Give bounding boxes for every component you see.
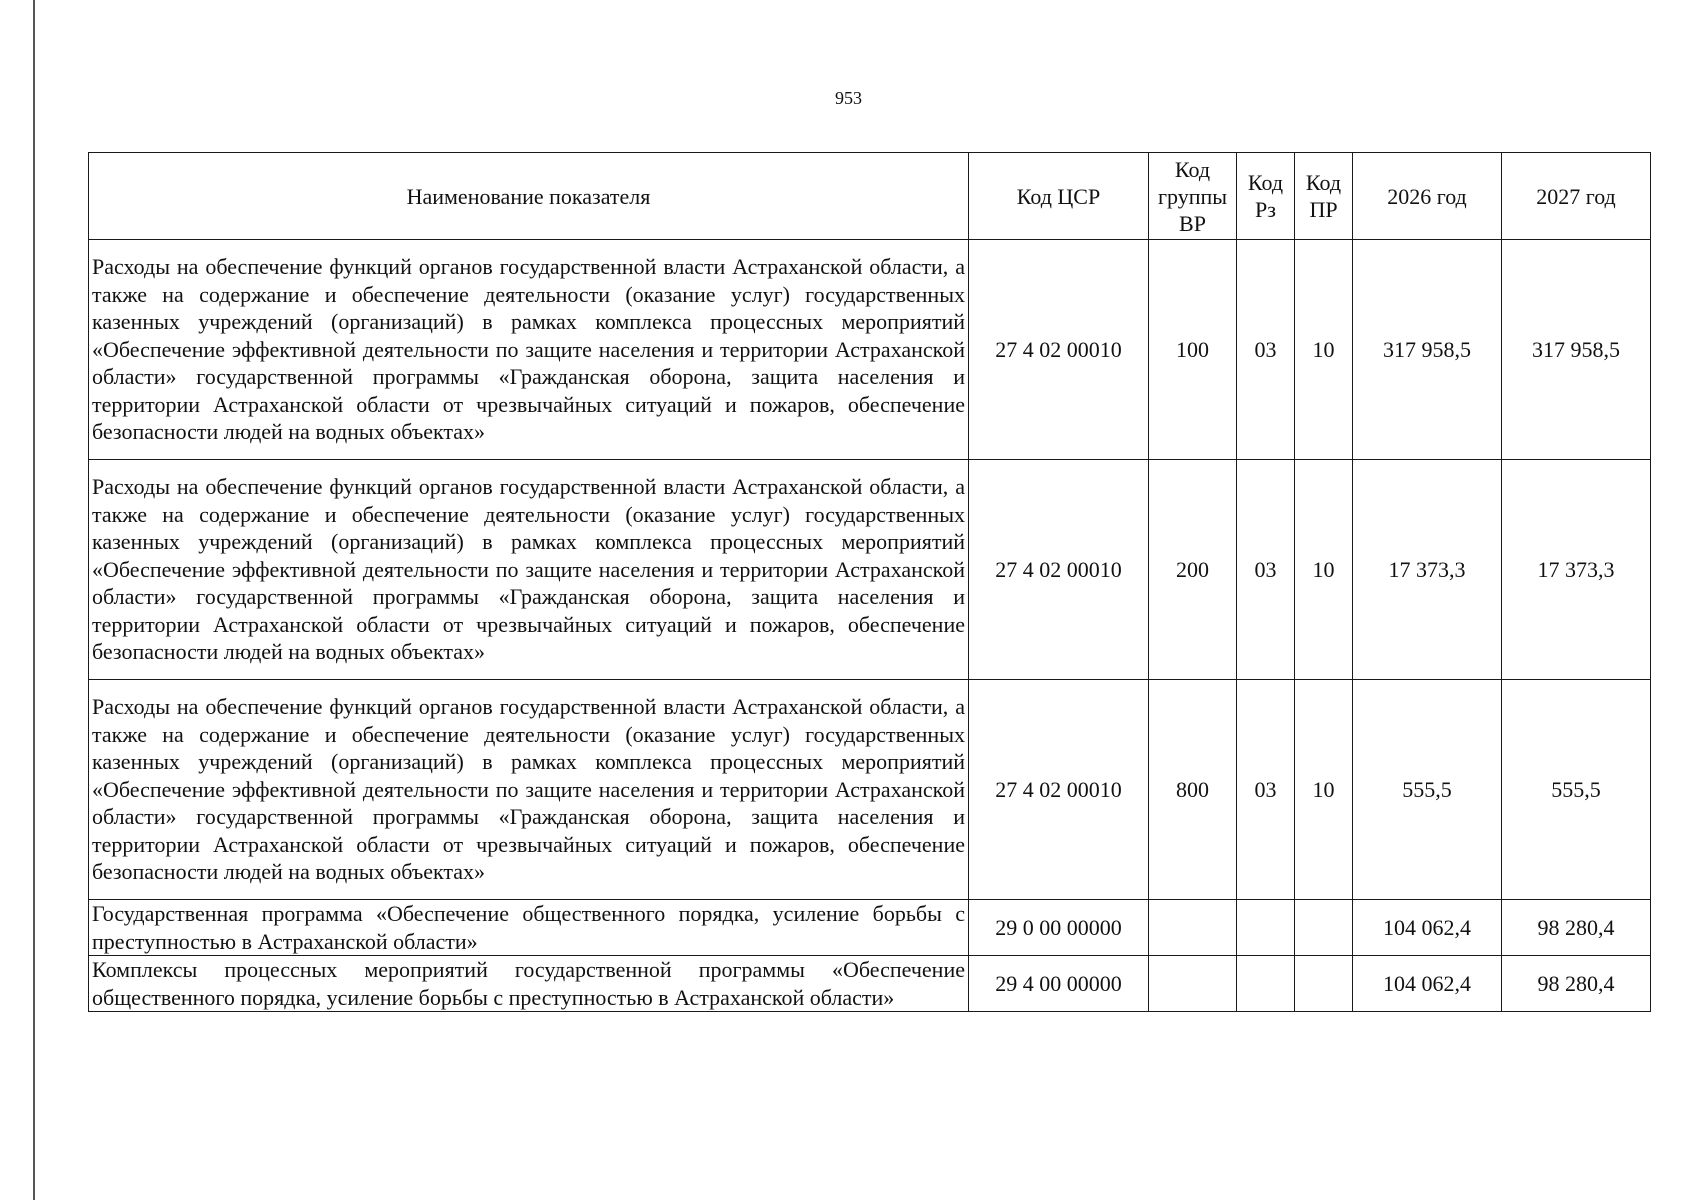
- table-row: [89, 900, 1651, 956]
- row-amount-2026: 104 062,4: [1353, 956, 1502, 1012]
- row-amount-2027: 98 280,4: [1502, 900, 1651, 956]
- table-row: [89, 460, 1651, 680]
- row-vr-code: 200: [1149, 460, 1237, 680]
- row-vr-code: [1149, 956, 1237, 1012]
- header-pr-code: Код ПР: [1295, 153, 1353, 240]
- row-amount-2026: 104 062,4: [1353, 900, 1502, 956]
- header-year-2027: 2027 год: [1502, 153, 1651, 240]
- row-pr-code: [1295, 956, 1353, 1012]
- scan-page-edge: [33, 0, 35, 1200]
- row-amount-2027: 317 958,5: [1502, 240, 1651, 460]
- row-amount-2026: 555,5: [1353, 680, 1502, 900]
- table-row: [89, 956, 1651, 1012]
- row-vr-code: [1149, 900, 1237, 956]
- row-rz-code: [1237, 956, 1295, 1012]
- row-amount-2026: 317 958,5: [1353, 240, 1502, 460]
- row-vr-code: 100: [1149, 240, 1237, 460]
- page-number: 953: [835, 88, 862, 108]
- header-indicator-name: Наименование показателя: [89, 153, 969, 240]
- row-pr-code: [1295, 900, 1353, 956]
- table-header-row: [89, 153, 1651, 240]
- row-indicator-name: Расходы на обеспечение функций органов государственной власти Астраханской области, а также на содержание и обеспечение деятельности (оказание услуг) государственных казенных учреждений (организаций) в рамках комплекса процессных мероприятий «Обеспечение эффективной деятельности по защите населения и территории Астраханской области» государственной программы «Гражданская оборона, защита населения и территории Астраханской области от чрезвычайных ситуаций и пожаров, обеспечение безопасности людей на водных объектах»: [89, 240, 969, 460]
- table-row: [89, 240, 1651, 460]
- row-csr-code: 27 4 02 00010: [969, 460, 1149, 680]
- row-vr-code: 800: [1149, 680, 1237, 900]
- row-amount-2027: 17 373,3: [1502, 460, 1651, 680]
- row-csr-code: 29 4 00 00000: [969, 956, 1149, 1012]
- row-rz-code: 03: [1237, 680, 1295, 900]
- row-rz-code: 03: [1237, 460, 1295, 680]
- row-indicator-name: Комплексы процессных мероприятий государственной программы «Обеспечение общественного порядка, усиление борьбы с преступностью в Астраханской области»: [89, 956, 969, 1012]
- row-rz-code: 03: [1237, 240, 1295, 460]
- row-csr-code: 27 4 02 00010: [969, 240, 1149, 460]
- row-indicator-name: Расходы на обеспечение функций органов государственной власти Астраханской области, а также на содержание и обеспечение деятельности (оказание услуг) государственных казенных учреждений (организаций) в рамках комплекса процессных мероприятий «Обеспечение эффективной деятельности по защите населения и территории Астраханской области» государственной программы «Гражданская оборона, защита населения и территории Астраханской области от чрезвычайных ситуаций и пожаров, обеспечение безопасности людей на водных объектах»: [89, 680, 969, 900]
- header-vr-code: Код группы ВР: [1149, 153, 1237, 240]
- row-indicator-name: Государственная программа «Обеспечение общественного порядка, усиление борьбы с преступностью в Астраханской области»: [89, 900, 969, 956]
- row-indicator-name: Расходы на обеспечение функций органов государственной власти Астраханской области, а также на содержание и обеспечение деятельности (оказание услуг) государственных казенных учреждений (организаций) в рамках комплекса процессных мероприятий «Обеспечение эффективной деятельности по защите населения и территории Астраханской области» государственной программы «Гражданская оборона, защита населения и территории Астраханской области от чрезвычайных ситуаций и пожаров, обеспечение безопасности людей на водных объектах»: [89, 460, 969, 680]
- table-row: [89, 680, 1651, 900]
- row-rz-code: [1237, 900, 1295, 956]
- row-csr-code: 27 4 02 00010: [969, 680, 1149, 900]
- header-rz-code: Код Рз: [1237, 153, 1295, 240]
- budget-table: [88, 152, 1651, 1012]
- row-csr-code: 29 0 00 00000: [969, 900, 1149, 956]
- row-pr-code: 10: [1295, 240, 1353, 460]
- header-csr-code: Код ЦСР: [969, 153, 1149, 240]
- row-pr-code: 10: [1295, 460, 1353, 680]
- header-year-2026: 2026 год: [1353, 153, 1502, 240]
- row-pr-code: 10: [1295, 680, 1353, 900]
- row-amount-2027: 555,5: [1502, 680, 1651, 900]
- row-amount-2026: 17 373,3: [1353, 460, 1502, 680]
- row-amount-2027: 98 280,4: [1502, 956, 1651, 1012]
